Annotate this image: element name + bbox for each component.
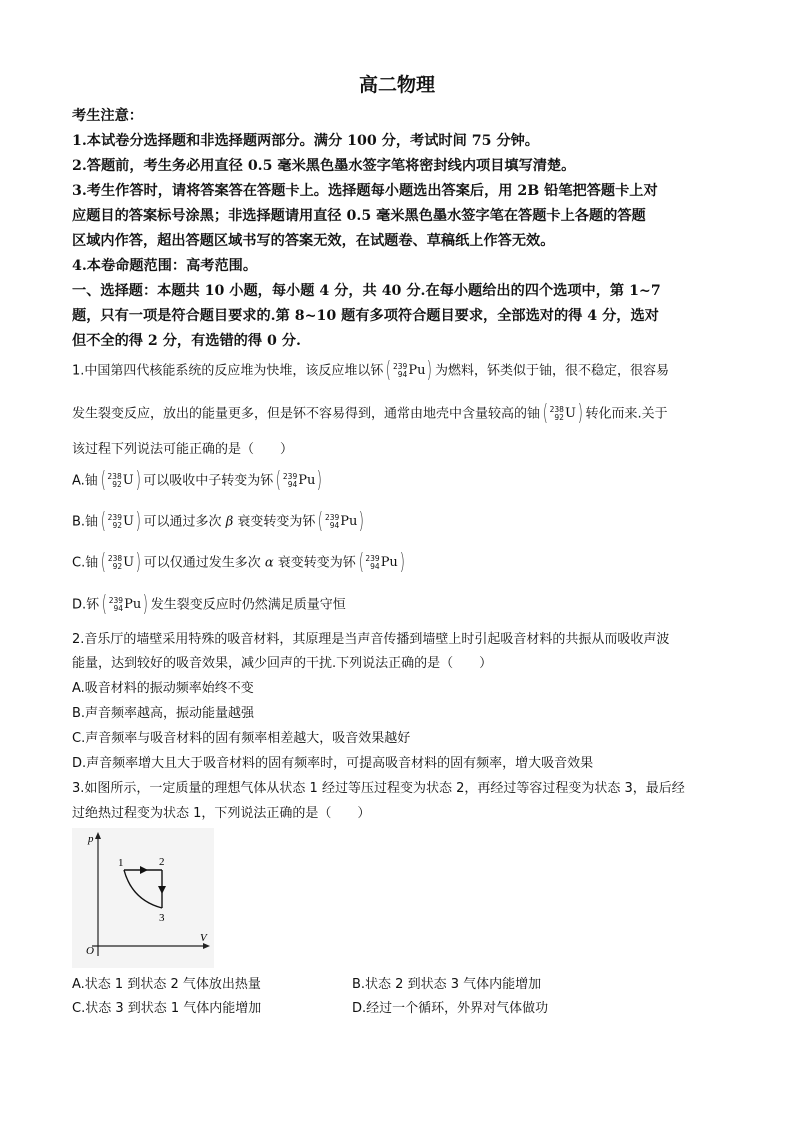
option-text: 可以吸收中子转变为钚 [143, 473, 274, 489]
q3-stem-line-1: 3.如图所示，一定质量的理想气体从状态 1 经过等压过程变为状态 2，再经过等容过程变为状态 3，最后经 [72, 781, 685, 796]
element-symbol: Pu [408, 363, 426, 378]
q1-stem-line-3: 该过程下列说法可能正确的是（ ） [72, 442, 294, 457]
q2-stem-line-2: 能量，达到较好的吸音效果，减少回声的干扰.下列说法正确的是（ ） [72, 656, 493, 671]
atomic-number: 94 [287, 480, 298, 489]
nuclide-u238: ( 238 92 U ) [100, 468, 141, 493]
atomic-number: 94 [397, 370, 408, 379]
mass-number: 239 [108, 596, 124, 605]
q2-stem-line-1: 2.音乐厅的墙壁采用特殊的吸音材料，其原理是当声音传播到墙壁上时引起吸音材料的共振从而吸收声波 [72, 632, 670, 647]
section-instructions-line-1: 一、选择题：本题共 10 小题，每小题 4 分，共 40 分.在每小题给出的四个选项中，第 1~7 [72, 283, 661, 299]
pv-diagram-svg [72, 828, 214, 968]
q3-option-a: A.状态 1 到状态 2 气体放出热量 [72, 977, 261, 992]
notice-item-3-line-3: 区域内作答，超出答题区域书写的答案无效，在试题卷、草稿纸上作答无效。 [72, 233, 555, 249]
q1-stem-text: 发生裂变反应，放出的能量更多，但是钚不容易得到，通常由地壳中含量较高的铀 [72, 406, 541, 422]
q2-option-a: A.吸音材料的振动频率始终不变 [72, 681, 254, 696]
section-instructions-line-2: 题，只有一项是符合题目要求的.第 8~10 题有多项符合题目要求，全部选对的得 4 分，选对 [72, 308, 659, 324]
atomic-number: 94 [329, 521, 340, 530]
nuclide-u239: ( 239 92 U ) [100, 509, 141, 534]
notice-heading: 考生注意： [72, 108, 143, 124]
element-symbol: U [122, 473, 134, 488]
nuclide-u238: ( 238 92 U ) [542, 401, 583, 426]
state-3-label: 3 [159, 912, 165, 924]
mass-number: 238 [107, 472, 122, 481]
element-symbol: U [123, 555, 135, 570]
option-text: A.铀 [72, 473, 98, 489]
mass-number: 239 [282, 472, 298, 481]
element-symbol: Pu [298, 473, 316, 488]
q1-stem-text: 为燃料，钚类似于铀，很不稳定，很容易 [435, 363, 670, 379]
q2-option-d: D.声音频率增大且大于吸音材料的固有频率时，可提高吸音材料的固有频率，增大吸音效果 [72, 756, 594, 771]
v-axis-label: V [200, 932, 207, 944]
alpha-symbol: α [264, 555, 274, 571]
notice-item-3-line-2: 应题目的答案标号涂黑；非选择题请用直径 0.5 毫米黑色墨水签字笔在答题卡上各题的答题 [72, 208, 646, 224]
element-symbol: U [122, 514, 134, 529]
option-text: 可以通过多次 [143, 514, 226, 530]
pv-diagram [72, 828, 214, 968]
nuclide-pu239: ( 239 94 Pu ) [101, 592, 149, 617]
atomic-number: 92 [112, 562, 123, 571]
element-symbol: Pu [124, 597, 142, 612]
mass-number: 239 [365, 554, 380, 563]
arrow-2-3 [158, 886, 166, 894]
q1-stem-text: 1.中国第四代核能系统的反应堆为快堆，该反应堆以钚 [72, 363, 384, 379]
atomic-number: 92 [554, 413, 564, 422]
q1-option-b [72, 511, 367, 533]
p-axis-label: p [88, 833, 94, 845]
option-text: 衰变转变为钚 [273, 555, 356, 571]
q1-stem-line-2 [72, 403, 668, 425]
nuclide-pu239: ( 239 94 Pu ) [386, 358, 433, 383]
option-text: 衰变转变为钚 [233, 514, 316, 530]
atomic-number: 94 [113, 604, 124, 613]
mass-number: 238 [107, 554, 123, 563]
state-1-label: 1 [118, 857, 124, 869]
q2-option-b: B.声音频率越高，振动能量越强 [72, 706, 255, 721]
mass-number: 239 [393, 362, 408, 371]
q3-option-d: D.经过一个循环，外界对气体做功 [352, 1001, 549, 1016]
notice-item-2: 2.答题前，考生务必用直径 0.5 毫米黑色墨水签字笔将密封线内项目填写清楚。 [72, 158, 576, 174]
notice-item-1: 1.本试卷分选择题和非选择题两部分。满分 100 分，考试时间 75 分钟。 [72, 133, 539, 149]
nuclide-pu239: ( 239 94 Pu ) [276, 468, 323, 493]
option-text: C.铀 [72, 555, 99, 571]
section-instructions-line-3: 但不全的得 2 分，有选错的得 0 分. [72, 333, 301, 349]
q1-stem-text: 转化而来.关于 [585, 406, 668, 422]
mass-number: 239 [324, 513, 340, 522]
atomic-number: 92 [112, 480, 122, 489]
atomic-number: 92 [112, 521, 122, 530]
option-text: B.铀 [72, 514, 99, 530]
q1-stem-line-1 [72, 360, 669, 382]
atomic-number: 94 [370, 562, 380, 571]
nuclide-pu239: ( 239 94 Pu ) [318, 509, 365, 534]
option-text: 发生裂变反应时仍然满足质量守恒 [150, 597, 346, 613]
origin-label: O [86, 945, 94, 957]
mass-number: 238 [549, 405, 564, 414]
process-3-1 [124, 870, 162, 908]
nuclide-pu239: ( 239 94 Pu ) [358, 550, 405, 575]
state-2-label: 2 [159, 856, 165, 868]
option-text: D.钚 [72, 597, 100, 613]
q3-option-c: C.状态 3 到状态 1 气体内能增加 [72, 1001, 262, 1016]
element-symbol: Pu [380, 555, 398, 570]
arrow-1-2 [140, 866, 148, 874]
notice-item-3-line-1: 3.考生作答时，请将答案答在答题卡上。选择题每小题选出答案后，用 2B 铅笔把答题卡上对 [72, 183, 658, 199]
q3-option-b: B.状态 2 到状态 3 气体内能增加 [352, 977, 542, 992]
nuclide-u238: ( 238 92 U ) [100, 550, 141, 575]
q2-option-c: C.声音频率与吸音材料的固有频率相差越大，吸音效果越好 [72, 731, 411, 746]
element-symbol: Pu [340, 514, 358, 529]
element-symbol: U [564, 406, 576, 421]
page-title: 高二物理 [358, 74, 435, 96]
q3-stem-line-2: 过绝热过程变为状态 1，下列说法正确的是（ ） [72, 806, 371, 821]
notice-item-4: 4.本卷命题范围：高考范围。 [72, 258, 258, 274]
q1-option-a [72, 470, 325, 492]
p-axis-arrow [95, 832, 101, 839]
option-text: 可以仅通过发生多次 [143, 555, 265, 571]
mass-number: 239 [107, 513, 122, 522]
q1-option-d [72, 594, 346, 616]
beta-symbol: β [225, 514, 234, 530]
q1-option-c [72, 552, 407, 574]
